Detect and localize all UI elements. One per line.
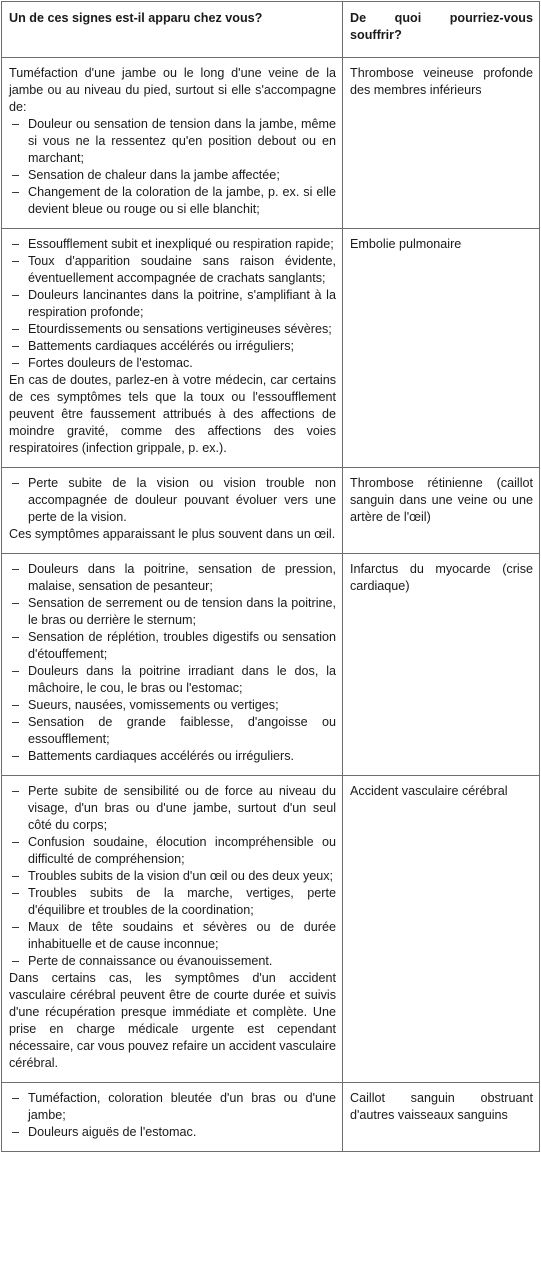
symptom-list xyxy=(9,236,336,372)
row-intro: Tuméfaction d'une jambe ou le long d'une veine de la jambe ou au niveau du pied, surtout si elle s'accompagne de: xyxy=(9,66,336,114)
signs-cell xyxy=(2,554,343,776)
symptom-item: – Sensation de chaleur dans la jambe affectée; xyxy=(9,167,336,184)
header-signs: Un de ces signes est-il apparu chez vous? xyxy=(2,2,343,58)
condition-cell: Thrombose rétinienne (caillot sanguin dans une veine ou une artère de l'œil) xyxy=(343,468,540,554)
symptom-item: – Battements cardiaques accélérés ou irréguliers; xyxy=(9,338,336,355)
row-note: En cas de doutes, parlez-en à votre médecin, car certains de ces symptômes tels que la toux ou l'essoufflement peuvent être faussement attribués à des affections de moindre gravité, comme des affections des voies respiratoires (infection grippale, p. ex.). xyxy=(9,373,336,455)
table-row xyxy=(2,468,540,554)
table-row xyxy=(2,229,540,468)
signs-cell xyxy=(2,1083,343,1152)
symptom-item: – Battements cardiaques accélérés ou irréguliers. xyxy=(9,748,336,765)
row-note: Dans certains cas, les symptômes d'un accident vasculaire cérébral peuvent être de courte durée et suivis d'une récupération presque immédiate et complète. Une prise en charge médicale urgente est cependant nécessaire, car vous pouvez refaire un accident vasculaire cérébral. xyxy=(9,971,336,1070)
signs-cell xyxy=(2,58,343,229)
symptom-item: – Essoufflement subit et inexpliqué ou respiration rapide; xyxy=(9,236,336,253)
table-row xyxy=(2,1083,540,1152)
symptom-item: – Sensation de serrement ou de tension dans la poitrine, le bras ou derrière le sternum; xyxy=(9,595,336,629)
signs-cell xyxy=(2,776,343,1083)
symptom-item: – Etourdissements ou sensations vertigineuses sévères; xyxy=(9,321,336,338)
symptom-item: – Sensation de grande faiblesse, d'angoisse ou essoufflement; xyxy=(9,714,336,748)
signs-cell xyxy=(2,229,343,468)
symptoms-table xyxy=(1,1,540,1152)
symptom-item: – Sueurs, nausées, vomissements ou vertiges; xyxy=(9,697,336,714)
row-note: Ces symptômes apparaissant le plus souvent dans un œil. xyxy=(9,527,336,541)
symptom-item: – Douleurs dans la poitrine, sensation de pression, malaise, sensation de pesanteur; xyxy=(9,561,336,595)
symptom-item: – Fortes douleurs de l'estomac. xyxy=(9,355,336,372)
symptom-item: – Maux de tête soudains et sévères ou de durée inhabituelle et de cause inconnue; xyxy=(9,919,336,953)
symptom-item: – Toux d'apparition soudaine sans raison évidente, éventuellement accompagnée de crachats sanglants; xyxy=(9,253,336,287)
condition-cell: Caillot sanguin obstruant d'autres vaisseaux sanguins xyxy=(343,1083,540,1152)
symptom-list xyxy=(9,783,336,970)
condition-cell: Thrombose veineuse profonde des membres inférieurs xyxy=(343,58,540,229)
symptom-item: – Perte subite de la vision ou vision trouble non accompagnée de douleur pouvant évoluer vers une perte de la vision. xyxy=(9,475,336,526)
symptom-list xyxy=(9,1090,336,1141)
symptom-item: – Confusion soudaine, élocution incompréhensible ou difficulté de compréhension; xyxy=(9,834,336,868)
header-row xyxy=(2,2,540,58)
header-condition: De quoi pourriez-vous souffrir? xyxy=(343,2,540,58)
symptom-item: – Perte de connaissance ou évanouissement. xyxy=(9,953,336,970)
symptom-item: – Troubles subits de la vision d'un œil ou des deux yeux; xyxy=(9,868,336,885)
table-row xyxy=(2,58,540,229)
symptom-item: – Perte subite de sensibilité ou de force au niveau du visage, d'un bras ou d'une jambe, surtout d'un seul côté du corps; xyxy=(9,783,336,834)
symptom-item: – Douleurs dans la poitrine irradiant dans le dos, la mâchoire, le cou, le bras ou l'estomac; xyxy=(9,663,336,697)
symptom-list xyxy=(9,116,336,218)
condition-cell: Embolie pulmonaire xyxy=(343,229,540,468)
symptom-item: – Douleurs aiguës de l'estomac. xyxy=(9,1124,336,1141)
symptom-item: – Douleurs lancinantes dans la poitrine, s'amplifiant à la respiration profonde; xyxy=(9,287,336,321)
table-row xyxy=(2,554,540,776)
symptom-item: – Douleur ou sensation de tension dans la jambe, même si vous ne la ressentez qu'en position debout ou en marchant; xyxy=(9,116,336,167)
condition-cell: Infarctus du myocarde (crise cardiaque) xyxy=(343,554,540,776)
table-row xyxy=(2,776,540,1083)
symptom-item: – Troubles subits de la marche, vertiges, perte d'équilibre et troubles de la coordination; xyxy=(9,885,336,919)
symptom-item: – Changement de la coloration de la jambe, p. ex. si elle devient bleue ou rouge ou si elle blanchit; xyxy=(9,184,336,218)
condition-cell: Accident vasculaire cérébral xyxy=(343,776,540,1083)
symptom-item: – Sensation de réplétion, troubles digestifs ou sensation d'étouffement; xyxy=(9,629,336,663)
signs-cell xyxy=(2,468,343,554)
symptom-list xyxy=(9,475,336,526)
symptom-item: – Tuméfaction, coloration bleutée d'un bras ou d'une jambe; xyxy=(9,1090,336,1124)
symptom-list xyxy=(9,561,336,765)
